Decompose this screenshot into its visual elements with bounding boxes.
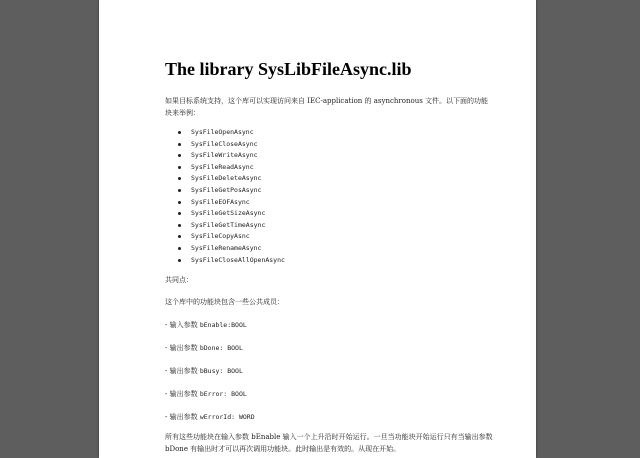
list-item: SysFileCloseAsync bbox=[177, 139, 495, 151]
document-page bbox=[99, 0, 536, 458]
member-bDone bbox=[165, 342, 495, 354]
page-content bbox=[165, 58, 495, 455]
final-paragraph: 所有这些功能块在输入参数 bEnable 输入一个上升沿时开始运行。一旦当功能块开始运行只有当输出参数 bDone 有输出时才可以再次调用功能块。此时输出是有效的。从现在开始。 bbox=[165, 433, 493, 454]
list-item: SysFileEOFAsync bbox=[177, 197, 495, 209]
member-bEnable bbox=[165, 319, 495, 331]
list-item: SysFileReadAsync bbox=[177, 162, 495, 174]
list-item: SysFileRenameAsync bbox=[177, 243, 495, 255]
member-wErrorId bbox=[165, 411, 495, 423]
member-code: wErrorId: WORD bbox=[199, 413, 255, 422]
intro-paragraph: 如果目标系统支持，这个库可以实现访问来自 IEC-application 的 asynchronous 文件。以下面的功能块来举例： bbox=[165, 97, 489, 117]
list-item: SysFileWriteAsync bbox=[177, 150, 495, 162]
member-prefix: - 输出参数 bbox=[165, 367, 200, 376]
member-prefix: - 输入参数 bbox=[165, 321, 200, 330]
common-label: 共同点： bbox=[165, 276, 193, 285]
member-bBusy bbox=[165, 365, 495, 377]
members-intro: 这个库中的功能块包含一些公共成员： bbox=[165, 298, 284, 307]
list-item: SysFileCopyAsnc bbox=[177, 231, 495, 243]
list-item: SysFileGetSizeAsync bbox=[177, 208, 495, 220]
list-item: SysFileCloseAllOpenAsync bbox=[177, 255, 495, 267]
page-title: The library SysLibFileAsync.lib bbox=[165, 59, 412, 79]
list-item: SysFileDeleteAsync bbox=[177, 173, 495, 185]
list-item: SysFileGetPosAsync bbox=[177, 185, 495, 197]
member-code: bBusy: BOOL bbox=[199, 367, 243, 376]
member-prefix: - 输出参数 bbox=[165, 413, 200, 422]
member-bError bbox=[165, 388, 495, 400]
list-item: SysFileGetTimeAsync bbox=[177, 220, 495, 232]
function-list bbox=[165, 127, 495, 266]
member-code: bError: BOOL bbox=[199, 390, 247, 399]
member-prefix: - 输出参数 bbox=[165, 344, 200, 353]
member-prefix: - 输出参数 bbox=[165, 390, 200, 399]
list-item: SysFileOpenAsync bbox=[177, 127, 495, 139]
member-code: bEnable:BOOL bbox=[199, 321, 247, 330]
member-code: bDone: BOOL bbox=[199, 344, 243, 353]
